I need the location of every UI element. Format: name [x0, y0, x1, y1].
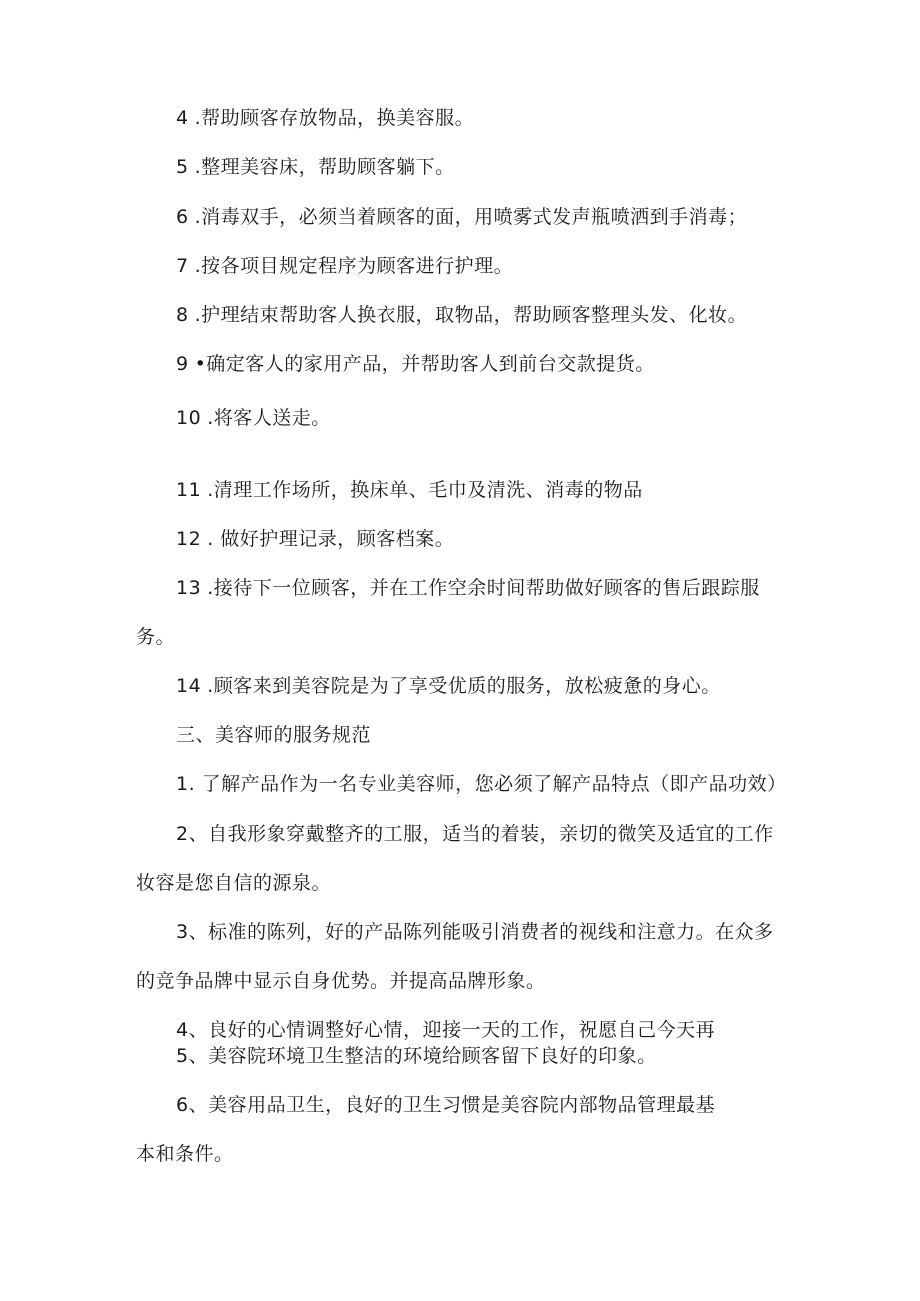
- norm-1: 1. 了解产品作为一名专业美容师，您必须了解产品特点（即产品功效）: [176, 773, 787, 795]
- step-text: .清理工作场所，换床单、毛巾及清洗、消毒的物品: [207, 479, 643, 501]
- step-number: 6: [176, 206, 189, 228]
- step-number: 12: [176, 528, 202, 550]
- norm-2: 2、自我形象穿戴整齐的工服，适当的着装，亲切的微笑及适宜的工作: [176, 823, 774, 845]
- step-number: 11: [176, 479, 202, 501]
- step-text: .按各项目规定程序为顾客进行护理。: [194, 255, 514, 277]
- step-6: [176, 205, 747, 229]
- step-number: 10: [176, 407, 202, 429]
- step-number: 8: [176, 304, 189, 326]
- step-14: [176, 674, 721, 698]
- step-number: 7: [176, 255, 189, 277]
- norm-6-continuation: 本和条件。: [136, 1143, 234, 1165]
- step-text: .接待下一位顾客，并在工作空余时间帮助做好顾客的售后跟踪服: [207, 577, 760, 599]
- step-number: 14: [176, 675, 202, 697]
- step-number: 9: [176, 353, 189, 375]
- step-13: [176, 576, 760, 600]
- step-text: 务。: [136, 626, 176, 648]
- step-13-continuation: [136, 625, 175, 649]
- norm-5: 5、美容院环境卫生整洁的环境给顾客留下良好的印象。: [176, 1045, 657, 1067]
- step-text: . 做好护理记录，顾客档案。: [207, 528, 455, 550]
- step-4: [176, 106, 474, 130]
- step-text: .消毒双手，必须当着顾客的面，用喷雾式发声瓶喷洒到手消毒；: [194, 206, 748, 228]
- step-8: [176, 303, 747, 327]
- norm-2-continuation: 妆容是您自信的源泉。: [136, 872, 332, 894]
- step-text: .顾客来到美容院是为了享受优质的服务，放松疲惫的身心。: [207, 675, 721, 697]
- step-number: 5: [176, 156, 189, 178]
- step-12: [176, 527, 454, 551]
- step-text: •确定客人的家用产品，并帮助客人到前台交款提货。: [194, 353, 655, 375]
- step-11: [176, 478, 643, 502]
- step-number: 4: [176, 107, 189, 129]
- section-heading: 三、美容师的服务规范: [176, 724, 372, 746]
- step-text: .整理美容床，帮助顾客躺下。: [194, 156, 455, 178]
- step-number: 13: [176, 577, 202, 599]
- step-text: .护理结束帮助客人换衣服，取物品，帮助顾客整理头发、化妆。: [194, 304, 748, 326]
- norm-6: 6、美容用品卫生，良好的卫生习惯是美容院内部物品管理最基: [176, 1094, 716, 1116]
- step-5: [176, 155, 455, 179]
- step-text: .将客人送走。: [207, 407, 331, 429]
- norm-4: 4、良好的心情调整好心情，迎接一天的工作，祝愿自己今天再: [176, 1019, 716, 1041]
- norm-3: 3、标准的陈列，好的产品陈列能吸引消费者的视线和注意力。在众多: [176, 921, 774, 943]
- step-7: [176, 254, 513, 278]
- step-9: [176, 352, 655, 376]
- step-text: .帮助顾客存放物品，换美容服。: [194, 107, 475, 129]
- step-10: [176, 406, 331, 430]
- norm-3-continuation: 的竞争品牌中显示自身优势。并提高品牌形象。: [136, 970, 546, 992]
